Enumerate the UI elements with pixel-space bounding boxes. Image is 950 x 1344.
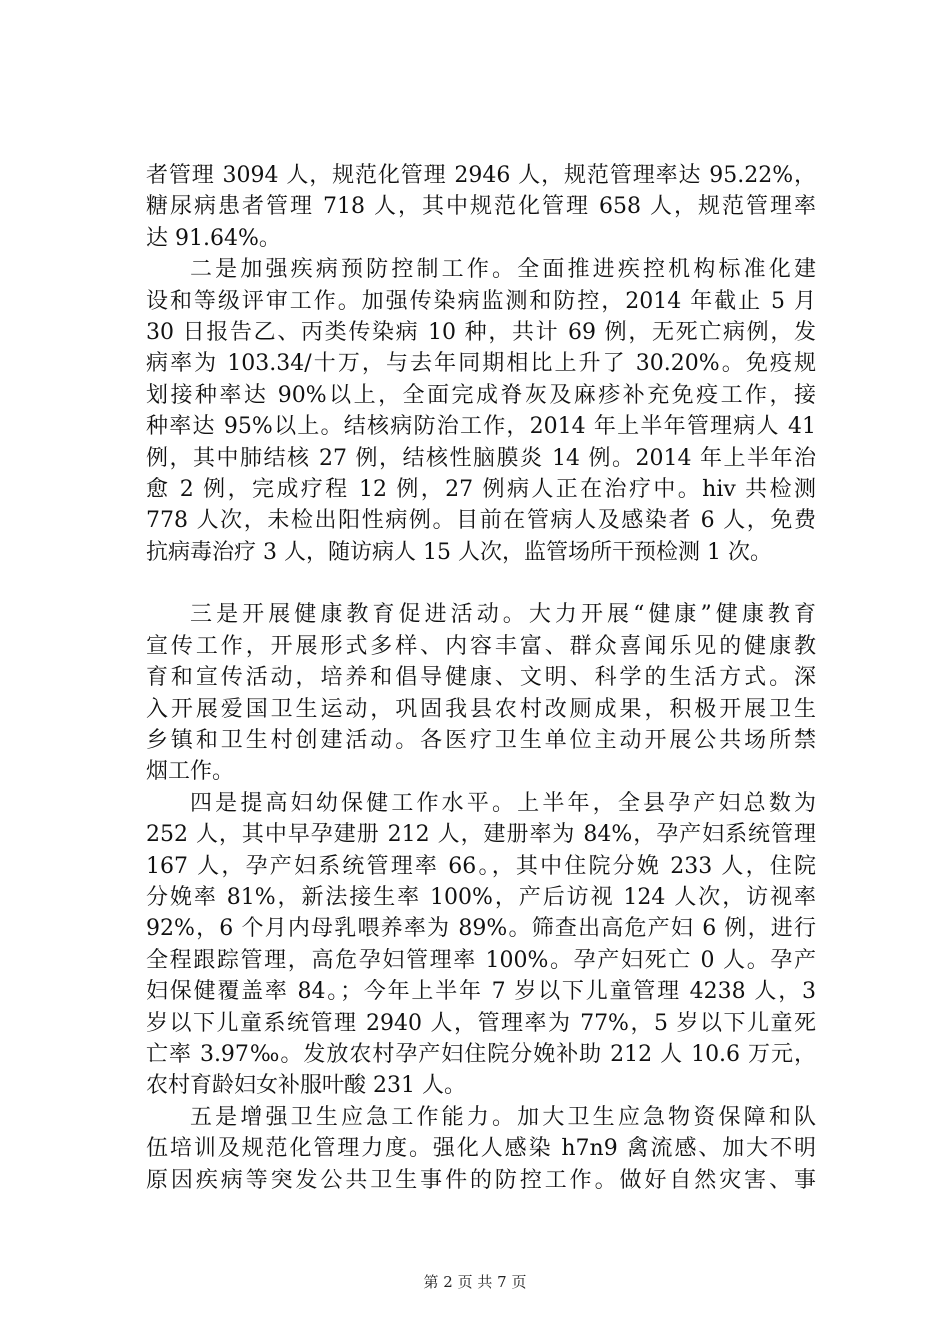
text-line: 分娩率 81%，新法接生率 100%，产后访视 124 人次，访视率 xyxy=(146,884,816,910)
text-line: 亡率 3.97‰。发放农村孕产妇住院分娩补助 212 人 10.6 万元， xyxy=(146,1041,816,1067)
text-line: 宣传工作，开展形式多样、内容丰富、群众喜闻乐见的健康教 xyxy=(146,633,816,659)
text-line: 全程跟踪管理，高危孕妇管理率 100%。孕产妇死亡 0 人。孕产 xyxy=(146,947,816,973)
paragraph-start-line: 五是增强卫生应急工作能力。加大卫生应急物资保障和队 xyxy=(190,1104,816,1130)
text-line: 农村育龄妇女补服叶酸 231 人。 xyxy=(146,1073,466,1099)
text-line: 种率达 95%以上。结核病防治工作，2014 年上半年管理病人 41 xyxy=(146,414,816,440)
paragraph-start-line: 二是加强疾病预防控制工作。全面推进疾控机构标准化建 xyxy=(190,257,816,283)
text-line: 伍培训及规范化管理力度。强化人感染 h7n9 禽流感、加大不明 xyxy=(146,1136,816,1162)
text-line: 778 人次，未检出阳性病例。目前在管病人及感染者 6 人，免费 xyxy=(146,508,816,534)
paragraph-start-line: 四是提高妇幼保健工作水平。上半年，全县孕产妇总数为 xyxy=(190,790,816,816)
text-line: 原因疾病等突发公共卫生事件的防控工作。做好自然灾害、事 xyxy=(146,1167,816,1193)
text-line: 乡镇和卫生村创建活动。各医疗卫生单位主动开展公共场所禁 xyxy=(146,728,816,754)
text-line: 167 人，孕产妇系统管理率 66。，其中住院分娩 233 人，住院 xyxy=(146,853,816,879)
text-line: 育和宣传活动，培养和倡导健康、文明、科学的生活方式。深 xyxy=(146,665,816,691)
paragraph-start-line: 三是开展健康教育促进活动。大力开展“健康”健康教育 xyxy=(190,602,816,628)
text-line: 92%，6 个月内母乳喂养率为 89%。筛查出高危产妇 6 例，进行 xyxy=(146,916,816,942)
text-line: 例，其中肺结核 27 例，结核性脑膜炎 14 例。2014 年上半年治 xyxy=(146,445,816,471)
text-line: 岁以下儿童系统管理 2940 人，管理率为 77%，5 岁以下儿童死 xyxy=(146,1010,816,1036)
text-line: 病率为 103.34/十万，与去年同期相比上升了 30.20%。免疫规 xyxy=(146,351,816,377)
text-line: 入开展爱国卫生运动，巩固我县农村改厕成果，积极开展卫生 xyxy=(146,696,816,722)
text-line: 愈 2 例，完成疗程 12 例，27 例病人正在治疗中。hiv 共检测 xyxy=(146,476,816,502)
page-footer xyxy=(0,1272,950,1292)
text-line: 妇保健覆盖率 84。；今年上半年 7 岁以下儿童管理 4238 人，3 xyxy=(146,979,816,1005)
text-line: 烟工作。 xyxy=(146,759,235,785)
text-line: 糖尿病患者管理 718 人，其中规范化管理 658 人，规范管理率 xyxy=(146,194,816,220)
paragraph-gap xyxy=(146,568,816,599)
text-line: 划接种率达 90%以上，全面完成脊灰及麻疹补充免疫工作，接 xyxy=(146,382,816,408)
text-line: 设和等级评审工作。加强传染病监测和防控，2014 年截止 5 月 xyxy=(146,288,816,314)
text-line: 252 人，其中早孕建册 212 人，建册率为 84%，孕产妇系统管理 xyxy=(146,822,816,848)
text-line: 抗病毒治疗 3 人，随访病人 15 人次，监管场所干预检测 1 次。 xyxy=(146,539,772,565)
text-line: 达 91.64%。 xyxy=(146,225,281,251)
body-text xyxy=(146,160,816,1196)
page-number-label: 第 2 页 共 7 页 xyxy=(423,1273,527,1291)
text-line: 30 日报告乙、丙类传染病 10 种，共计 69 例，无死亡病例，发 xyxy=(146,319,816,345)
text-line: 者管理 3094 人，规范化管理 2946 人，规范管理率达 95.22%， xyxy=(146,163,816,188)
